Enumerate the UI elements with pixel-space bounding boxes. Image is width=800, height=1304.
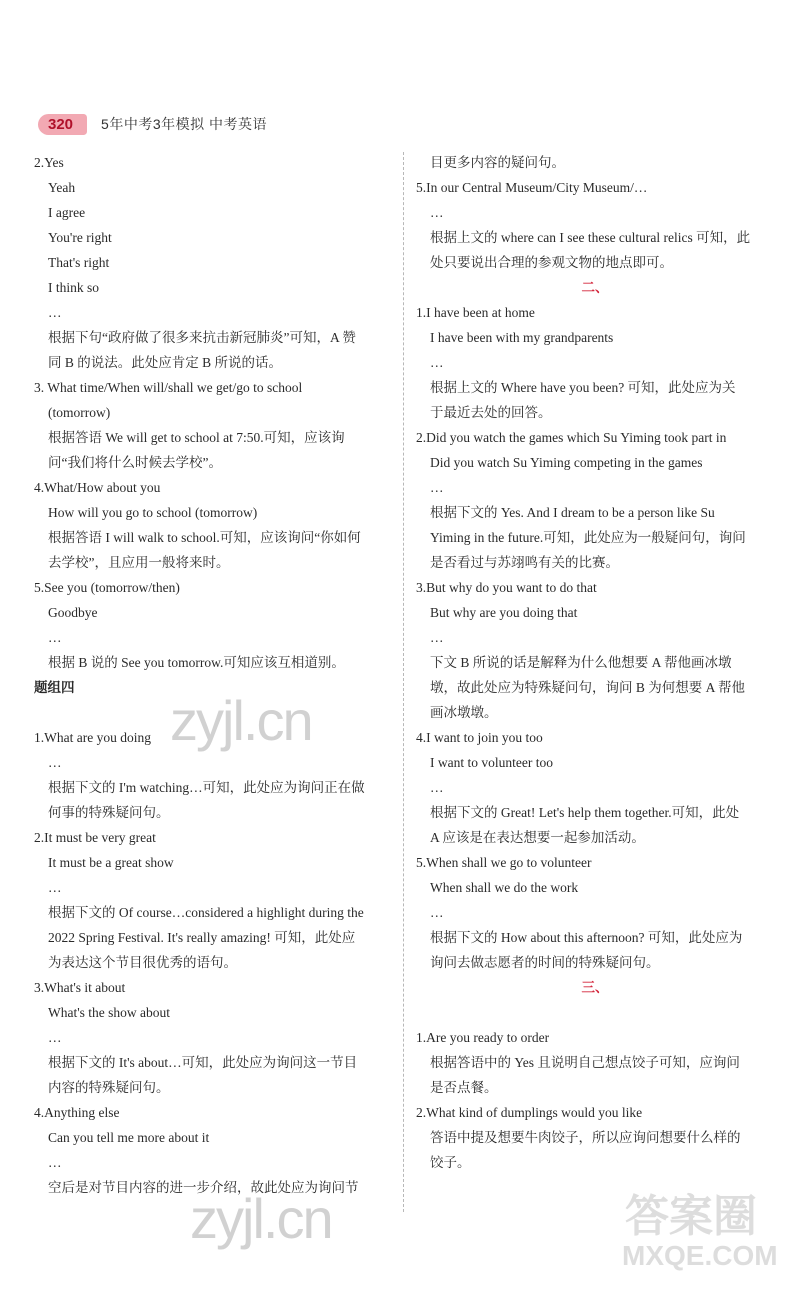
answer-line: What's the show about: [48, 1005, 171, 1020]
right-column: [416, 150, 774, 1175]
answer-line: …: [48, 755, 62, 770]
question-line: 5.See you (tomorrow/then): [34, 580, 180, 595]
answer-line: 为表达这个节目很优秀的语句。: [48, 955, 237, 970]
answer-line: 根据下文的 I'm watching…可知，此处应为询问正在做: [48, 780, 365, 795]
answer-line: …: [430, 355, 444, 370]
answer-line: 2022 Spring Festival. It's really amazing! 可知，此处应: [48, 930, 356, 945]
question-line: 1.What are you doing: [34, 730, 151, 745]
answer-line: 根据 B 说的 See you tomorrow.可知应该互相道别。: [48, 655, 345, 670]
answer-line: 画冰墩墩。: [430, 705, 498, 720]
column-divider: [403, 152, 404, 1212]
question-line: 2.Did you watch the games which Su Yiming took part in: [416, 430, 727, 445]
answer-line: 空后是对节目内容的进一步介绍，故此处应为询问节: [48, 1180, 359, 1195]
question-line: 3.What's it about: [34, 980, 126, 995]
answer-line: 根据下文的 Of course…considered a highlight during the: [48, 905, 364, 920]
watermark-mxqe: MXQE.COM: [622, 1240, 778, 1271]
answer-line: 根据下文的 It's about…可知，此处应为询问这一节目: [48, 1055, 358, 1070]
question-line: 4.What/How about you: [34, 480, 161, 495]
answer-line: …: [430, 905, 444, 920]
question-line: 2.Yes: [34, 155, 64, 170]
answer-line: 处只要说出合理的参观文物的地点即可。: [430, 255, 673, 270]
answer-line: 根据上文的 Where have you been? 可知，此处应为关: [430, 380, 736, 395]
answer-line: 下文 B 所说的话是解释为什么他想要 A 帮他画冰墩: [430, 655, 732, 670]
answer-line: …: [48, 630, 62, 645]
answer-line: 根据答语 We will get to school at 7:50.可知，应该询: [48, 430, 345, 445]
answer-line: …: [48, 1155, 62, 1170]
answer-line: …: [48, 305, 62, 320]
section-title: 题组四: [34, 680, 75, 695]
answer-line: 根据下文的 Yes. And I dream to be a person like Su: [430, 505, 715, 520]
answer-line: …: [430, 630, 444, 645]
section-marker: 三、: [581, 980, 609, 995]
answer-line: 根据上文的 where can I see these cultural relics 可知，此: [430, 230, 751, 245]
answer-line: 问“我们将什么时候去学校”。: [48, 455, 222, 470]
answer-line: 答语中提及想要牛肉饺子，所以应询问想要什么样的: [430, 1130, 741, 1145]
answer-line: A 应该是在表达想要一起参加活动。: [430, 830, 645, 845]
answer-line: …: [48, 880, 62, 895]
section-marker: 二、: [581, 280, 609, 295]
answer-line: 是否点餐。: [430, 1080, 498, 1095]
answer-line: I agree: [48, 205, 86, 220]
answer-line: But why are you doing that: [430, 605, 578, 620]
answer-line: 是否看过与苏翊鸣有关的比赛。: [430, 555, 619, 570]
answer-line: (tomorrow): [48, 405, 111, 420]
answer-line: Yiming in the future.可知，此处应为一般疑问句，询问: [430, 530, 746, 545]
answer-line: 饺子。: [430, 1155, 471, 1170]
answer-line: …: [430, 480, 444, 495]
watermark-zyjl-1: zyjl.cn: [170, 689, 312, 752]
answer-line: 根据下文的 Great! Let's help them together.可知，此处: [430, 805, 740, 820]
answer-line: 根据下文的 How about this afternoon? 可知，此处应为: [430, 930, 743, 945]
answer-line: 何事的特殊疑问句。: [48, 805, 170, 820]
watermark-answer-circle: 答案圈: [625, 1192, 757, 1241]
question-line: 5.When shall we go to volunteer: [416, 855, 592, 870]
answer-line: It must be a great show: [48, 855, 174, 870]
answer-line: [416, 1000, 774, 1025]
answer-line: 去学校”，且应用一般将来时。: [48, 555, 230, 570]
answer-line: I have been with my grandparents: [430, 330, 614, 345]
answer-line: 内容的特殊疑问句。: [48, 1080, 170, 1095]
question-line: 3.But why do you want to do that: [416, 580, 597, 595]
answer-line: Yeah: [48, 180, 76, 195]
answer-line: That's right: [48, 255, 110, 270]
watermark-zyjl-2: zyjl.cn: [190, 1187, 332, 1250]
answer-line: You're right: [48, 230, 112, 245]
answer-line: 根据下句“政府做了很多来抗击新冠肺炎”可知，A 赞: [48, 330, 356, 345]
answer-line: 于最近去处的回答。: [430, 405, 552, 420]
answer-line: I want to volunteer too: [430, 755, 553, 770]
answer-line: …: [430, 780, 444, 795]
answer-line: 询问去做志愿者的时间的特殊疑问句。: [430, 955, 660, 970]
page-number: 320: [38, 114, 87, 135]
answer-line: When shall we do the work: [430, 880, 579, 895]
question-line: 2.It must be very great: [34, 830, 156, 845]
answer-line: 根据答语 I will walk to school.可知，应该询问“你如何: [48, 530, 361, 545]
answer-line: Can you tell me more about it: [48, 1130, 210, 1145]
question-line: 1.I have been at home: [416, 305, 535, 320]
answer-line: 根据答语中的 Yes 且说明自己想点饺子可知，应询问: [430, 1055, 740, 1070]
question-line: 5.In our Central Museum/City Museum/…: [416, 180, 648, 195]
left-column: [34, 150, 394, 1200]
book-title: 5年中考3年模拟 中考英语: [101, 116, 267, 132]
question-line: 4.I want to join you too: [416, 730, 543, 745]
question-line: 4.Anything else: [34, 1105, 120, 1120]
page-header: [38, 112, 267, 136]
answer-line: Goodbye: [48, 605, 98, 620]
question-line: 3. What time/When will/shall we get/go to school: [34, 380, 303, 395]
answer-line: 同 B 的说法。此处应肯定 B 所说的话。: [48, 355, 283, 370]
question-line: 1.Are you ready to order: [416, 1030, 550, 1045]
answer-line: Did you watch Su Yiming competing in the games: [430, 455, 703, 470]
answer-line: …: [48, 1030, 62, 1045]
question-line: 2.What kind of dumplings would you like: [416, 1105, 643, 1120]
answer-line: I think so: [48, 280, 100, 295]
answer-line: How will you go to school (tomorrow): [48, 505, 258, 520]
answer-line: 目更多内容的疑问句。: [430, 155, 565, 170]
answer-line: 墩，故此处应为特殊疑问句，询问 B 为何想要 A 帮他: [430, 680, 746, 695]
answer-line: …: [430, 205, 444, 220]
